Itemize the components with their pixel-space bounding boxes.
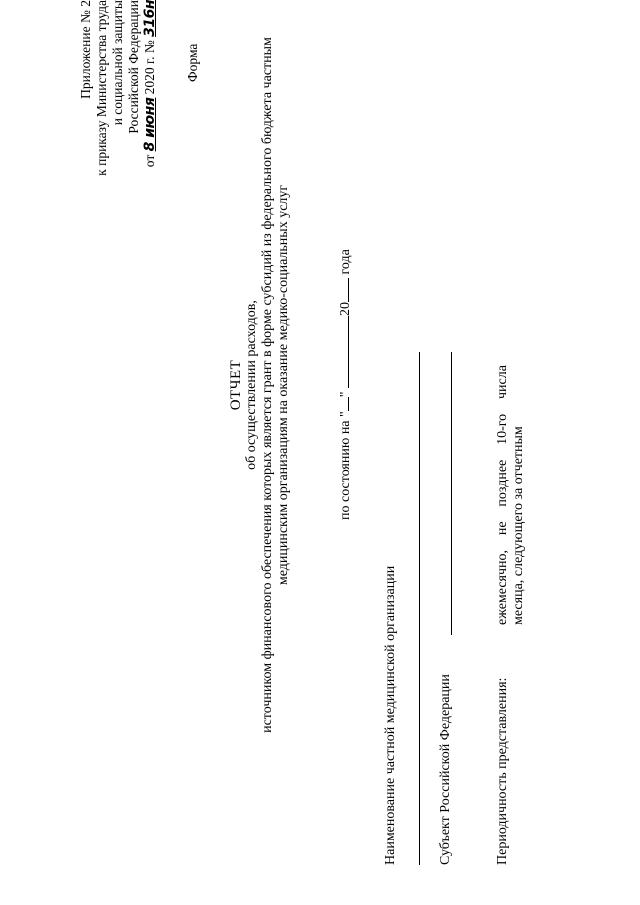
appendix-line-3: и социальной защиты — [110, 0, 125, 126]
appendix-line-4: Российской Федерации — [126, 0, 141, 134]
periodicity-value-line-2: месяца, следующего за отчетным — [511, 426, 526, 625]
periodicity-word-5: числа — [495, 365, 510, 399]
form-label: Форма — [185, 43, 200, 82]
periodicity-word-3: позднее — [495, 459, 510, 507]
org-name-line — [419, 352, 420, 865]
periodicity-value-line-1 — [495, 365, 511, 625]
year-blank — [336, 278, 349, 302]
periodicity-word-4: 10-го — [495, 413, 510, 445]
appendix-line-2: к приказу Министерства труда — [94, 0, 109, 176]
as-of-suffix: года — [338, 249, 353, 275]
appendix-date-year: 2020 г. № — [142, 40, 157, 95]
appendix-date-prefix: от — [142, 154, 157, 168]
subject-label: Субъект Российской Федерации — [438, 674, 453, 865]
as-of-quote-close: " — [338, 391, 353, 398]
periodicity-value — [495, 365, 527, 625]
report-subtitle-line-3: медицинским организациям на оказание медико-социальных услуг — [276, 184, 291, 586]
month-blank — [336, 316, 349, 388]
subject-line — [451, 352, 452, 635]
periodicity-word-2: не — [495, 521, 510, 536]
periodicity-label: Периодичность представления: — [495, 677, 510, 865]
as-of-year-prefix: 20 — [338, 302, 353, 317]
appendix-block — [78, 0, 158, 250]
report-subtitle-line-1: об осуществлении расходов, — [244, 300, 259, 470]
appendix-line-1: Приложение № 2 — [78, 0, 93, 99]
report-subtitle-line-2: источником финансового обеспечения которых является грант в форме субсидий из федерального бюджета частным — [260, 37, 275, 733]
org-name-label: Наименование частной медицинской организации — [383, 565, 398, 865]
periodicity-word-1: ежемесячно, — [495, 549, 510, 625]
report-title-block — [228, 25, 292, 745]
appendix-date-line — [142, 0, 158, 250]
handwritten-date: 8 июня — [142, 97, 158, 152]
report-title: ОТЧЕТ — [228, 359, 244, 411]
as-of-prefix: по состоянию на " — [338, 411, 353, 520]
day-blank — [336, 397, 349, 411]
as-of-date-line — [336, 249, 354, 520]
handwritten-order-number: 316н — [142, 0, 158, 37]
